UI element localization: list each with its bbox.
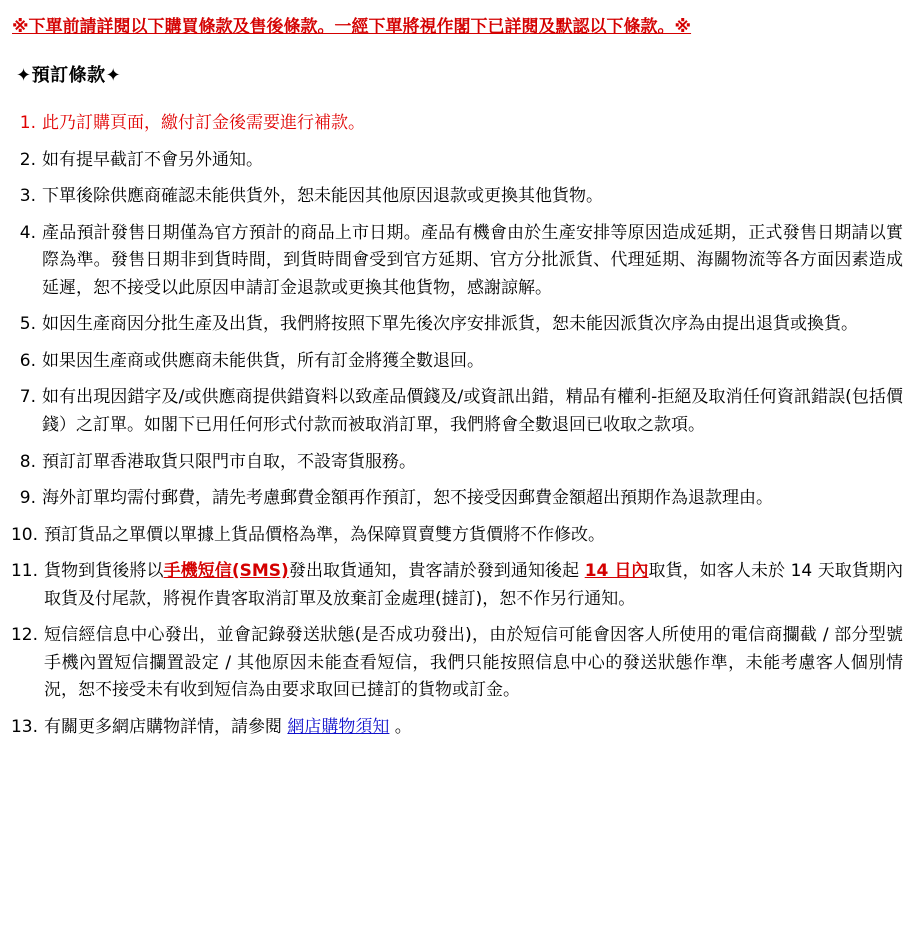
term-number: 3. [19, 186, 36, 207]
plain-text: 有關更多網店購物詳情，請參閱 [44, 716, 288, 737]
emphasis-text: 14 日內 [584, 561, 649, 582]
term-item [10, 714, 903, 742]
top-notice-banner: ※下單前請詳閱以下購買條款及售後條款。一經下單將視作閣下已詳閱及默認以下條款。※ [12, 17, 692, 37]
term-text [44, 558, 903, 613]
term-item [10, 384, 903, 439]
emphasis-text: 手機短信(SMS) [163, 561, 289, 582]
term-text: 如因生產商因分批生產及出貨，我們將按照下單先後次序安排派貨，恕未能因派貨次序為由提出退貨或換貨。 [42, 314, 858, 335]
plain-text: 。 [389, 716, 412, 737]
term-item [10, 485, 903, 513]
term-text: 短信經信息中心發出，並會記錄發送狀態(是否成功發出)，由於短信可能會因客人所使用的電信商攔截 / 部分型號手機內置短信攔置設定 / 其他原因未能查看短信，我們只能按照信息中心的發送狀態作準，未能考慮客人個別情況，恕不接受未有收到短信為由要求取回已撻訂的貨物或訂金。 [44, 625, 903, 701]
term-item [10, 110, 903, 138]
term-text: 產品預計發售日期僅為官方預計的商品上市日期。產品有機會由於生產安排等原因造成延期，正式發售日期請以實際為準。發售日期非到貨時間，到貨時間會受到官方延期、官方分批派貨、代理延期、海關物流等各方面因素造成延遲，恕不接受以此原因申請訂金退款或更換其他貨物，感謝諒解。 [42, 222, 903, 298]
term-item [10, 558, 903, 613]
term-number: 8. [19, 451, 36, 472]
terms-list [10, 110, 903, 741]
term-item [10, 220, 903, 303]
term-number: 9. [19, 488, 36, 509]
term-item [10, 449, 903, 477]
term-number: 4. [19, 222, 36, 243]
term-number: 2. [19, 149, 36, 170]
term-text: 如有提早截訂不會另外通知。 [42, 149, 263, 170]
term-text: 如果因生產商或供應商未能供貨，所有訂金將獲全數退回。 [42, 350, 484, 371]
term-number: 5. [19, 314, 36, 335]
term-number: 1. [19, 113, 36, 134]
term-item [10, 348, 903, 376]
plain-text: 發出取貨通知，貴客請於發到通知後起 [288, 561, 585, 582]
term-number: 7. [19, 387, 36, 408]
shop-guide-link[interactable]: 網店購物須知 [287, 716, 390, 737]
term-text: 預訂貨品之單價以單據上貨品價格為準，為保障買賣雙方貨價將不作修改。 [44, 524, 605, 545]
term-number: 6. [19, 350, 36, 371]
term-number: 13. [10, 716, 38, 737]
term-item [10, 622, 903, 705]
term-number: 10. [10, 524, 38, 545]
term-item [10, 183, 903, 211]
term-text: 預訂訂單香港取貨只限門市自取，不設寄貨服務。 [42, 451, 416, 472]
term-text: 此乃訂購頁面，繳付訂金後需要進行補款。 [42, 113, 365, 134]
term-text: 下單後除供應商確認未能供貨外，恕未能因其他原因退款或更換其他貨物。 [42, 186, 603, 207]
term-text [44, 714, 903, 742]
section-title-preorder-terms: ✦預訂條款✦ [16, 65, 122, 87]
term-number: 11. [10, 561, 38, 582]
term-item [10, 147, 903, 175]
term-text: 海外訂單均需付郵費，請先考慮郵費金額再作預訂，恕不接受因郵費金額超出預期作為退款理由。 [42, 488, 773, 509]
plain-text: 貨物到貨後將以 [44, 561, 164, 582]
plain-text: 取貨，如客人未於 14 天取貨期內取貨及付尾款，將視作貴客取消訂單及放棄訂金處理(撻訂)，恕不作另行通知。 [44, 561, 904, 609]
term-item [10, 311, 903, 339]
term-number: 12. [10, 625, 38, 646]
term-item [10, 522, 903, 550]
term-text: 如有出現因錯字及/或供應商提供錯資料以致產品價錢及/或資訊出錯，精品有權利-拒絕及取消任何資訊錯誤(包括價錢）之訂單。如閣下已用任何形式付款而被取消訂單，我們將會全數退回已收取之款項。 [42, 387, 903, 436]
